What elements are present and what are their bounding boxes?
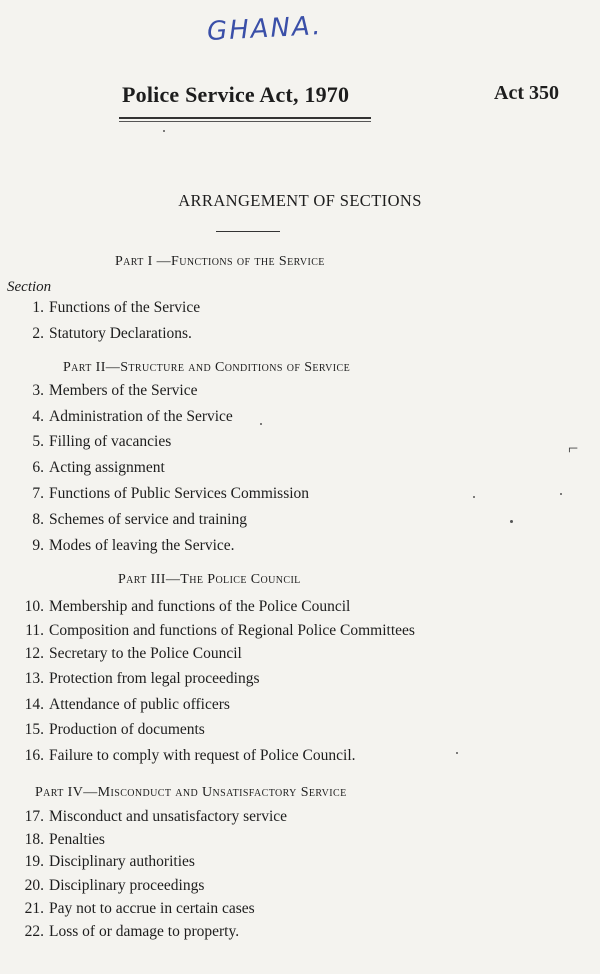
- section-title: Misconduct and unsatisfactory service: [49, 808, 288, 825]
- section-row: [0, 721, 205, 743]
- section-title: Pay not to accrue in certain cases: [49, 900, 255, 917]
- scan-speck: [473, 496, 475, 498]
- section-number: 19.: [24, 853, 44, 870]
- section-number: 16.: [24, 747, 44, 764]
- section-row: [0, 459, 165, 481]
- section-title: Penalties: [49, 831, 105, 848]
- section-title: Administration of the Service: [49, 408, 233, 425]
- section-number: 3.: [32, 382, 44, 399]
- section-row: [0, 645, 242, 667]
- section-row: [0, 831, 105, 853]
- section-title: Membership and functions of the Police Council: [49, 598, 351, 615]
- section-row: [0, 433, 171, 455]
- section-row: [0, 511, 247, 533]
- section-number: 18.: [24, 831, 44, 848]
- section-row: [0, 900, 255, 922]
- section-row: [0, 877, 204, 899]
- section-number: 14.: [24, 696, 44, 713]
- section-title: Schemes of service and training: [49, 511, 247, 528]
- section-title: Production of documents: [49, 721, 205, 738]
- section-row: [0, 485, 309, 507]
- section-row: [0, 670, 259, 692]
- section-number: 4.: [32, 408, 44, 425]
- section-title: Functions of the Service: [49, 299, 201, 316]
- section-row: [0, 696, 230, 718]
- section-row: [0, 537, 235, 559]
- section-title: Protection from legal proceedings: [49, 670, 260, 687]
- section-row: [0, 747, 356, 769]
- scan-speck: [510, 520, 513, 523]
- section-title: Disciplinary proceedings: [49, 877, 205, 894]
- section-row: [0, 598, 350, 620]
- section-row: [0, 808, 287, 830]
- section-number: 8.: [32, 511, 44, 528]
- scan-speck: [163, 130, 165, 132]
- section-row: [0, 299, 200, 321]
- section-number: 5.: [32, 433, 44, 450]
- section-number: 12.: [24, 645, 44, 662]
- section-title: Modes of leaving the Service.: [49, 537, 235, 554]
- section-number: 6.: [32, 459, 44, 476]
- section-title: Disciplinary authorities: [49, 853, 195, 870]
- section-title: Acting assignment: [49, 459, 165, 476]
- pen-mark: ⌐: [568, 438, 579, 458]
- act-number: Act 350: [494, 82, 559, 104]
- section-row: [0, 622, 415, 644]
- section-number: 1.: [32, 299, 44, 316]
- section-row: [0, 923, 239, 945]
- section-number: 2.: [32, 325, 44, 342]
- section-title: Filling of vacancies: [49, 433, 172, 450]
- part-1-heading: Part I —Functions of the Service: [115, 254, 325, 269]
- section-title: Attendance of public officers: [49, 696, 230, 713]
- section-row: [0, 325, 192, 347]
- section-title: Loss of or damage to property.: [49, 923, 240, 940]
- arrangement-rule: [216, 231, 280, 232]
- section-row: [0, 382, 198, 404]
- section-row: [0, 408, 233, 430]
- part-3-heading: Part III—The Police Council: [118, 572, 301, 587]
- arrangement-heading: ARRANGEMENT OF SECTIONS: [178, 191, 422, 210]
- section-title: Statutory Declarations.: [49, 325, 192, 342]
- scan-speck: [560, 493, 562, 495]
- section-number: 15.: [24, 721, 44, 738]
- section-title: Failure to comply with request of Police Council.: [49, 747, 356, 764]
- title-underline-second: [119, 121, 371, 122]
- handwritten-annotation: GHANA.: [206, 10, 324, 48]
- section-number: 7.: [32, 485, 44, 502]
- section-number: 20.: [24, 877, 44, 894]
- act-title: Police Service Act, 1970: [122, 82, 350, 107]
- section-title: Members of the Service: [49, 382, 198, 399]
- scan-speck: [260, 423, 262, 425]
- part-2-heading: Part II—Structure and Conditions of Service: [63, 360, 351, 375]
- section-number: 10.: [24, 598, 44, 615]
- section-column-label: Section: [7, 279, 52, 295]
- section-number: 22.: [24, 923, 44, 940]
- section-number: 9.: [32, 537, 44, 554]
- section-title: Composition and functions of Regional Police Committees: [49, 622, 415, 639]
- section-title: Secretary to the Police Council: [49, 645, 242, 662]
- section-row: [0, 853, 195, 875]
- title-underline: [119, 117, 371, 119]
- scan-speck: [456, 752, 458, 754]
- section-number: 13.: [24, 670, 44, 687]
- section-number: 11.: [25, 622, 44, 639]
- section-title: Functions of Public Services Commission: [49, 485, 310, 502]
- section-number: 17.: [24, 808, 44, 825]
- part-4-heading: Part IV—Misconduct and Unsatisfactory Service: [35, 785, 347, 800]
- section-number: 21.: [24, 900, 44, 917]
